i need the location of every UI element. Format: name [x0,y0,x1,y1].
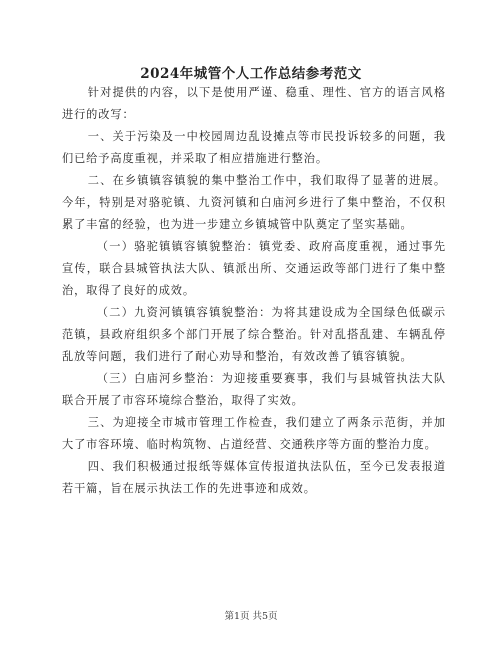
page-number-footer: 第1页 共5页 [224,611,278,622]
subsection-baimiaohe-paragraph: （三）白庙河乡整治：为迎接重要赛事，我们与县城管执法大队联合开展了市容环境综合整治，取得了实效。 [62,372,446,407]
section-one-paragraph: 一、关于污染及一中校园周边乱设摊点等市民投诉较多的问题，我们已给予高度重视，并采取了相应措施进行整治。 [62,130,446,165]
subsection-jiuzihe-paragraph: （二）九资河镇镇容镇貌整治：为将其建设成为全国绿色低碳示范镇，县政府组织多个部门开展了综合整治。针对乱搭乱建、车辆乱停乱放等问题，我们进行了耐心劝导和整治，有效改善了镇容镇貌。 [62,306,446,363]
document-body [62,82,446,500]
section-four-paragraph: 四、我们积极通过报纸等媒体宣传报道执法队伍，至今已发表报道若干篇，旨在展示执法工作的先进事迹和成效。 [62,460,446,495]
intro-paragraph: 针对提供的内容，以下是使用严谨、稳重、理性、官方的语言风格进行的改写： [62,86,446,121]
section-two-paragraph: 二、在乡镇镇容镇貌的集中整治工作中，我们取得了显著的进展。今年，特别是对骆驼镇、九资河镇和白庙河乡进行了集中整治，不仅积累了丰富的经验，也为进一步建立乡镇城管中队奠定了坚实基础。 [62,174,446,231]
document-title: 2024年城管个人工作总结参考范文 [140,66,362,82]
subsection-luotuo-paragraph: （一）骆驼镇镇容镇貌整治：镇党委、政府高度重视，通过事先宣传，联合县城管执法大队、镇派出所、交通运政等部门进行了集中整治，取得了良好的成效。 [62,240,446,297]
section-three-paragraph: 三、为迎接全市城市管理工作检查，我们建立了两条示范街，并加大了市容环境、临时构筑物、占道经营、交通秩序等方面的整治力度。 [62,416,446,451]
